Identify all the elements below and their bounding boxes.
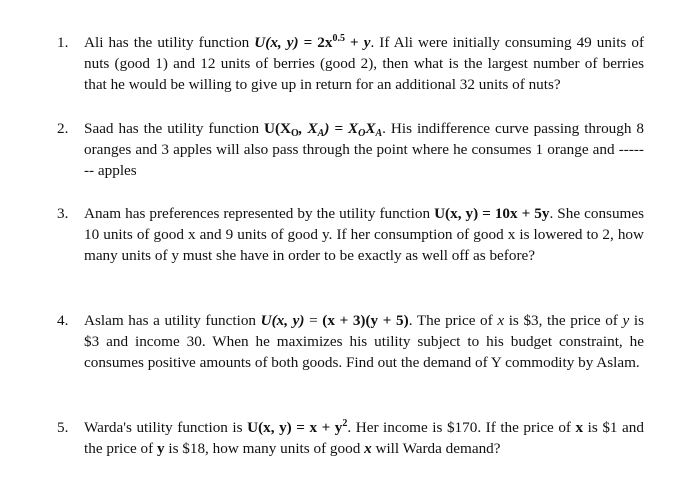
question-number: 5.	[57, 419, 69, 436]
question-text	[84, 118, 648, 181]
math-run: X	[365, 120, 376, 137]
question-text	[84, 203, 648, 266]
math-run: 2x	[317, 34, 333, 51]
math-run: x	[497, 312, 505, 329]
superscript: 2	[342, 418, 348, 429]
text-run: Saad has the utility function	[84, 120, 264, 137]
math-run: x	[575, 419, 584, 436]
question-number: 1.	[57, 34, 69, 51]
subscript: A	[375, 128, 383, 139]
question-text	[84, 310, 648, 373]
math-run: y	[622, 312, 630, 329]
math-run: y	[156, 440, 165, 457]
question-number: 3.	[57, 205, 69, 222]
text-run: will Warda demand?	[371, 440, 501, 457]
question-text	[84, 32, 648, 95]
text-run: . She consumes 10 units of good x and 9 units of good y. If her consumption of good x is lowered to 2, how many units of y must she have in order to be exactly as well off as before?	[84, 205, 648, 264]
text-run: Aslam has a utility function	[84, 312, 261, 329]
text-run: is $1 and the price of	[84, 419, 648, 457]
text-run: is $18, how many units of good	[164, 440, 365, 457]
text-run: is $3 and income 30. When he maximizes his utility subject to his budget constraint, he consumes positive amounts of both goods. Find out the demand of Y commodity by Aslam.	[84, 312, 648, 371]
text-run: . His indifference curve passing through 8 oranges and 3 apples will also pass through the point where he consumes 1 orange and ------- apples	[84, 120, 648, 179]
math-run: U(x, y) = 10x + 5y	[434, 205, 550, 222]
superscript: 0.5	[332, 33, 345, 44]
question-number: 4.	[57, 312, 69, 329]
text-run: is $3, the price of	[504, 312, 623, 329]
math-run: U(x, y) = x + y	[247, 419, 343, 436]
text-run: Warda's utility function is	[84, 419, 248, 436]
subscript: A	[317, 128, 325, 139]
text-run: . If Ali were initially consuming 49 units of nuts (good 1) and 12 units of berries (good 2), then what is the largest number of berries that he would be willing to give up in return for an additional 32 units of nuts?	[84, 34, 648, 93]
question-text	[84, 417, 648, 459]
math-run: (x + 3)(y + 5)	[322, 312, 409, 329]
text-run: Anam has preferences represented by the utility function	[84, 205, 435, 222]
text-run: . The price of	[408, 312, 498, 329]
text-run: Ali has the utility function	[84, 34, 255, 51]
math-run: y	[363, 34, 371, 51]
text-run: . Her income is $170. If the price of	[347, 419, 576, 436]
question-number: 2.	[57, 120, 69, 137]
math-run: U(x, y)	[254, 34, 299, 51]
math-run: x	[364, 440, 372, 457]
math-run: , X	[298, 120, 318, 137]
subscript: O	[291, 128, 299, 139]
math-run: ) = X	[324, 120, 359, 137]
math-run: =	[298, 34, 318, 51]
math-run: U(x, y)	[260, 312, 305, 329]
math-run: +	[344, 34, 364, 51]
math-run: U(X	[264, 120, 291, 137]
text-run: =	[304, 312, 323, 329]
subscript: O	[358, 128, 366, 139]
